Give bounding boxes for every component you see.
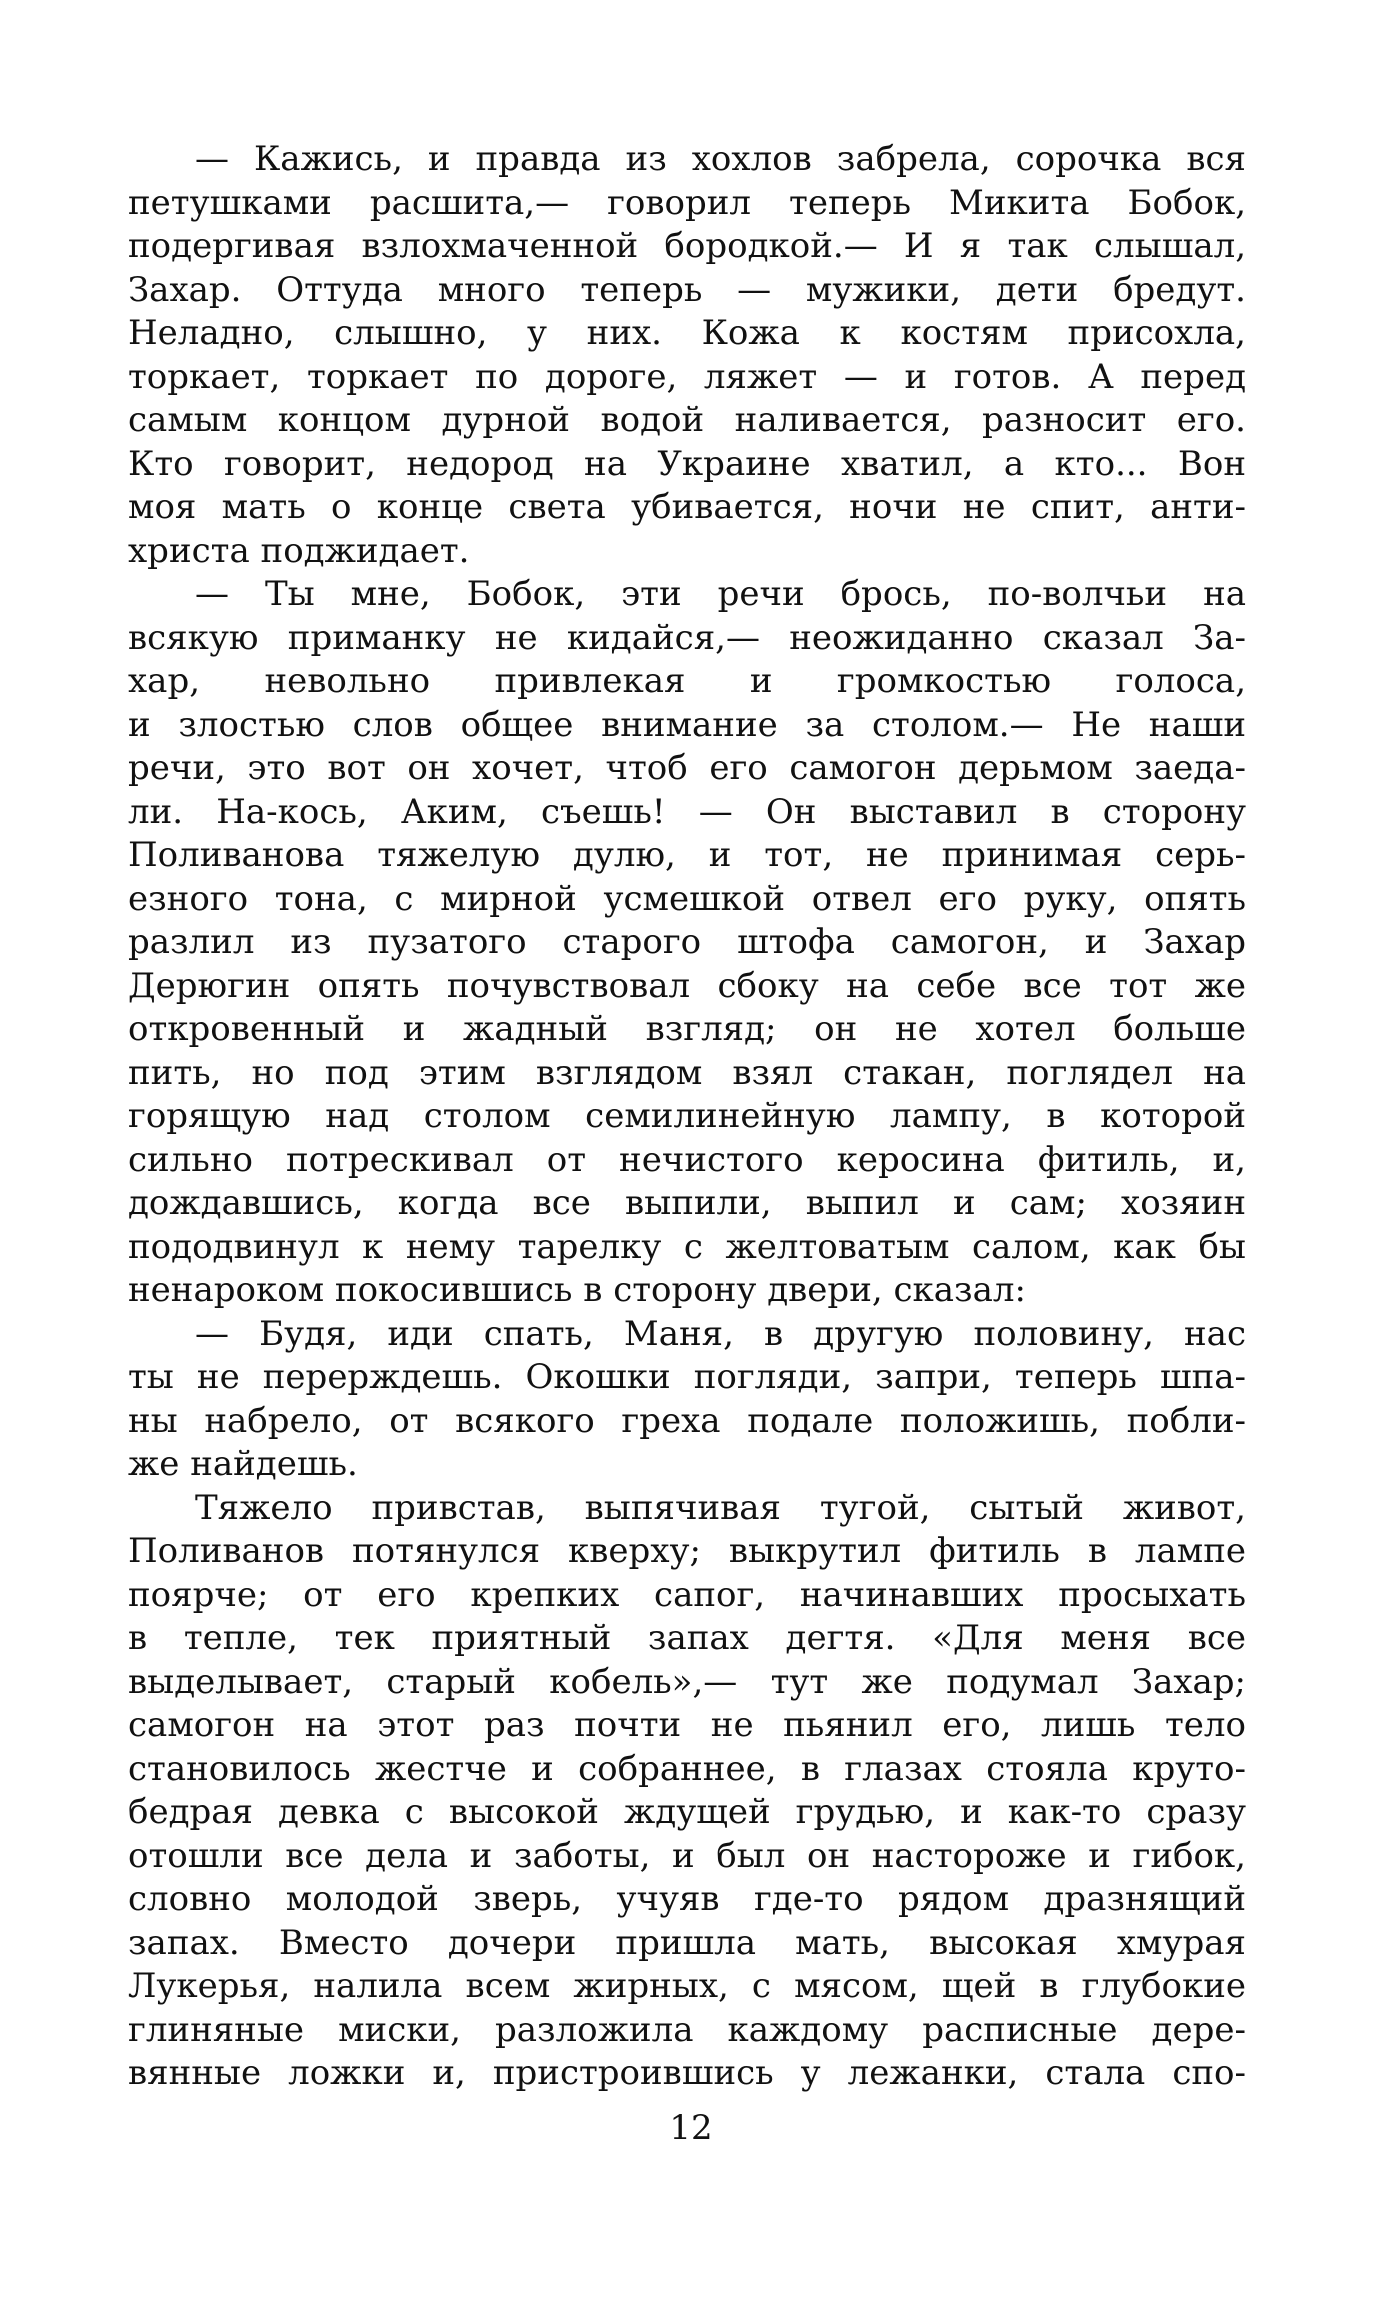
text-line: дождавшись, когда все выпили, выпил и сам; хозяин xyxy=(128,1183,1246,1223)
text-line: разлил из пузатого старого штофа самогон, и Захар xyxy=(128,922,1246,962)
text-line: запах. Вместо дочери пришла мать, высокая хмурая xyxy=(128,1922,1246,1963)
text-line: же найдешь. xyxy=(128,1444,358,1484)
text-line: вянные ложки и, пристроившись у лежанки, стала спо- xyxy=(128,2053,1246,2093)
text-line: христа поджидает. xyxy=(128,530,470,571)
text-line: откровенный и жадный взгляд; он не хотел больше xyxy=(128,1009,1246,1049)
text-line: всякую приманку не кидайся,— неожиданно сказал За- xyxy=(128,617,1246,658)
text-line: выделывает, старый кобель»,— тут же подумал Захар; xyxy=(128,1661,1246,1702)
text-line: самогон на этот раз почти не пьянил его, лишь тело xyxy=(128,1705,1246,1745)
page-number: 12 xyxy=(669,2108,713,2148)
text-line: Неладно, слышно, у них. Кожа к костям присохла, xyxy=(128,313,1246,353)
text-line: петушками расшита,— говорил теперь Микита Бобок, xyxy=(128,182,1246,223)
text-line: речи, это вот он хочет, чтоб его самогон дерьмом заеда- xyxy=(128,748,1246,788)
text-line: — Будя, иди спать, Маня, в другую половину, нас xyxy=(195,1313,1246,1354)
text-line: торкает, торкает по дороге, ляжет — и готов. А перед xyxy=(128,356,1246,397)
text-line: становилось жестче и собраннее, в глазах стояла круто- xyxy=(128,1748,1246,1789)
text-line: хар, невольно привлекая и громкостью голоса, xyxy=(128,661,1246,701)
text-line: ты не перерждешь. Окошки погляди, запри, теперь шпа- xyxy=(128,1357,1246,1397)
text-line: поярче; от его крепких сапог, начинавших просыхать xyxy=(128,1574,1246,1615)
text-line: — Ты мне, Бобок, эти речи брось, по-волчьи на xyxy=(195,574,1246,614)
text-line: самым концом дурной водой наливается, разносит его. xyxy=(128,400,1246,440)
text-line: словно молодой зверь, учуяв где-то рядом дразнящий xyxy=(128,1879,1246,1919)
text-line: сильно потрескивал от нечистого керосина фитиль, и, xyxy=(128,1139,1246,1180)
text-line: пододвинул к нему тарелку с желтоватым салом, как бы xyxy=(128,1226,1246,1267)
text-line: в тепле, тек приятный запах дегтя. «Для меня все xyxy=(128,1618,1246,1658)
text-line: отошли все дела и заботы, и был он настороже и гибок, xyxy=(128,1835,1246,1876)
text-line: Захар. Оттуда много теперь — мужики, дети бредут. xyxy=(128,269,1246,310)
text-line: моя мать о конце света убивается, ночи не спит, анти- xyxy=(128,487,1246,527)
text-line: Дерюгин опять почувствовал сбоку на себе все тот же xyxy=(128,965,1246,1006)
text-line: глиняные миски, разложила каждому расписные дере- xyxy=(128,2009,1246,2050)
text-line: ли. На-кось, Аким, съешь! — Он выставил в сторону xyxy=(128,791,1246,832)
text-line: Кто говорит, недород на Украине хватил, а кто... Вон xyxy=(128,443,1246,484)
text-line: Тяжело привстав, выпячивая тугой, сытый живот, xyxy=(195,1487,1246,1528)
text-line: езного тона, с мирной усмешкой отвел его руку, опять xyxy=(128,878,1246,919)
text-line: ны набрело, от всякого греха подале положишь, побли- xyxy=(128,1400,1246,1441)
text-line: — Кажись, и правда из хохлов забрела, сорочка вся xyxy=(195,139,1246,179)
text-line: и злостью слов общее внимание за столом.— Не наши xyxy=(128,704,1246,745)
text-line: подергивая взлохмаченной бородкой.— И я так слышал, xyxy=(128,226,1246,266)
text-line: пить, но под этим взглядом взял стакан, поглядел на xyxy=(128,1052,1246,1093)
text-line: ненароком покосившись в сторону двери, сказал: xyxy=(128,1270,1026,1310)
page-text xyxy=(128,138,1246,2096)
text-line: бедрая девка с высокой ждущей грудью, и как-то сразу xyxy=(128,1792,1246,1832)
text-line: горящую над столом семилинейную лампу, в которой xyxy=(128,1096,1246,1136)
text-line: Поливанов потянулся кверху; выкрутил фитиль в лампе xyxy=(128,1531,1246,1571)
text-line: Поливанова тяжелую дулю, и тот, не принимая серь- xyxy=(128,835,1246,875)
text-line: Лукерья, налила всем жирных, с мясом, щей в глубокие xyxy=(128,1966,1246,2006)
